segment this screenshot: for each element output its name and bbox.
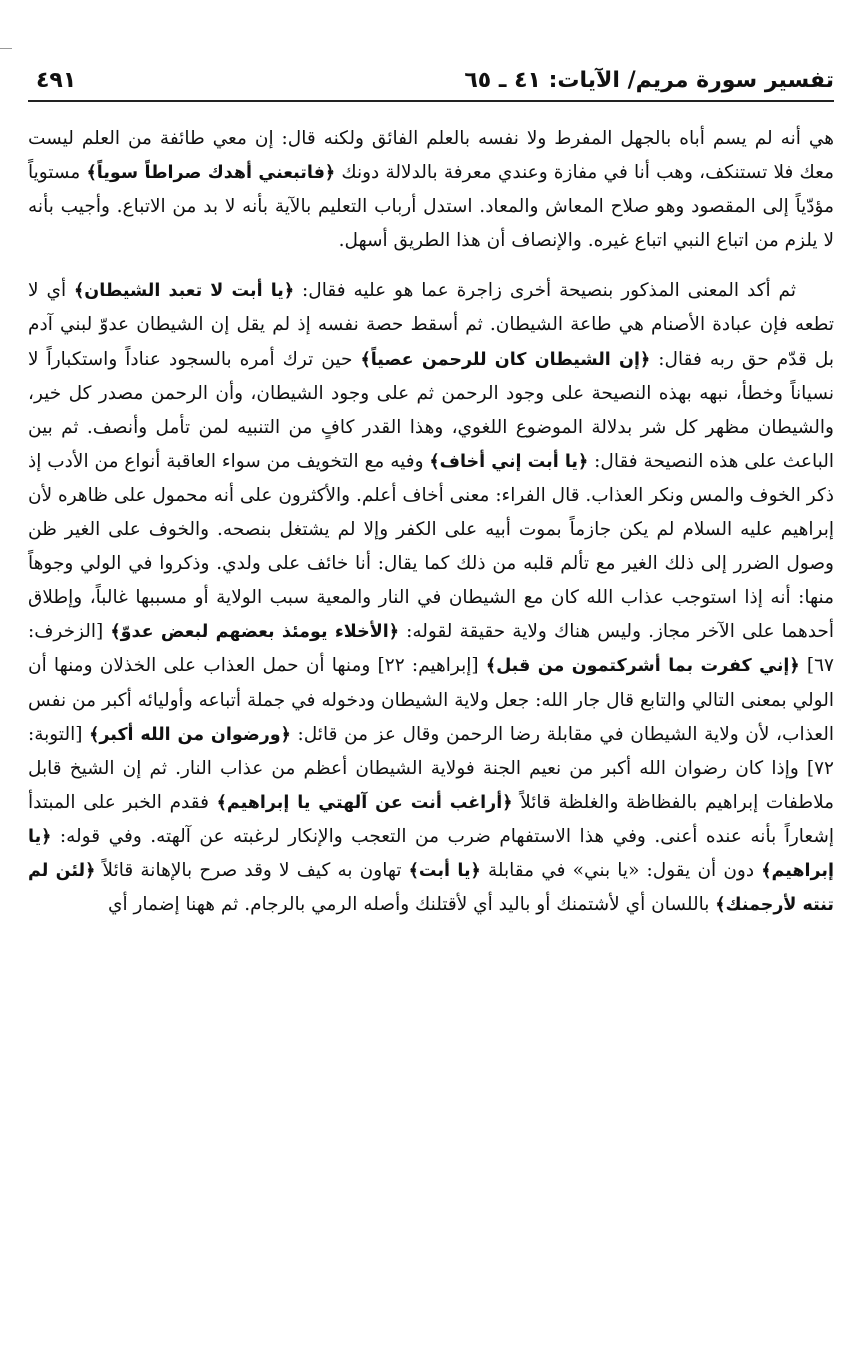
text-segment: مستوياً مؤدّياً إلى المقصود وهو صلاح المعاش والمعاد. استدل أرباب التعليم بالآية بأنه لا بد من الاتباع. وأجيب بأنه لا يلزم من اتباع النبي اتباع غيره. والإنصاف أن هذا الطريق أسهل.: [28, 162, 834, 252]
paragraph: [28, 274, 834, 922]
margin-tick: [0, 48, 12, 49]
quran-quote: ﴿لئن لم تنته لأرجمنك﴾: [28, 860, 834, 916]
quran-quote: ﴿يا أبت﴾: [408, 860, 481, 881]
page-number: ٤٩١: [36, 68, 77, 93]
quran-quote: ﴿ورضوان من الله أكبر﴾: [89, 724, 291, 745]
text-segment: تهاون به كيف لا وقد صرح بالإهانة قائلاً: [95, 859, 409, 881]
text-segment: [الزخرف: ٦٧]: [28, 621, 834, 677]
text-segment: حين ترك أمره بالسجود عناداً واستكباراً لا نسياناً وخطأ، نبهه بهذه النصيحة على وجود الرحمن ثم على وجود الشيطان، وأن الرحمن مصدر كل خير، والشيطان مظهر كل شر بدلالة الموضوع اللغوي، وهذا القدر كافٍ من التنبيه لمن تأمل وأنصف. ثم بين الباعث على هذه النصيحة فقال:: [28, 348, 835, 472]
quran-quote: ﴿يا أبت لا تعبد الشيطان﴾: [74, 281, 295, 302]
page-header: [28, 66, 834, 102]
text-segment: [إبراهيم: ٢٢] ومنها أن حمل العذاب على الخذلان ومنها أن الولي بمعنى التالي والتابع قال جار الله: جعل ولاية الشيطان ودخوله في جملة أتباعه وأوليائه أكبر من نفس العذاب، لأن ولاية الشيطان في مقابلة رضا الرحمن وقال عز من قائل:: [28, 655, 834, 745]
quran-quote: ﴿الأخلاء يومئذ بعضهم لبعض عدوّ﴾: [110, 622, 399, 643]
text-segment: ثم أكد المعنى المذكور بنصيحة أخرى زاجرة عما هو عليه فقال:: [294, 280, 796, 302]
text-segment: وفيه مع التخويف من سواء العاقبة أنواع من الأدب إذ ذكر الخوف والمس ونكر العذاب. قال الفراء: معنى أخاف أعلم. والأكثرون على أنه محمول على ظاهره لأن إبراهيم عليه السلام لم يكن جازماً بموت أبيه على الكفر وإلا لم يشتغل بنصحه. والخوف على الغير ظن وصول الضرر إلى ذلك الغير مع تألم قلبه من ذلك كما يقال: أنا خائف على ولدي. وذكروا في الولي وجوهاً منها: أنه إذا استوجب عذاب الله كان مع الشيطان في النار والمعية سبب الولاية أو مسببها غالباً، وإطلاق أحدهما على الآخر مجاز. وليس هناك ولاية حقيقة لقوله:: [27, 450, 834, 643]
text-segment: باللسان أي لأشتمنك أو باليد أي لأقتلنك وأصله الرمي بالرجام. ثم ههنا إضمار أي: [107, 894, 716, 916]
text-segment: أي لا تطعه فإن عبادة الأصنام هي طاعة الشيطان. ثم أسقط حصة نفسه إذ لم يقل إن الشيطان عدوّ لبني آدم بل قدّم حق ربه فقال:: [28, 280, 834, 370]
quran-quote: ﴿أراغب أنت عن آلهتي يا إبراهيم﴾: [216, 792, 513, 813]
text-segment: هي أنه لم يسم أباه بالجهل المفرط ولا نفسه بالعلم الفائق ولكنه قال: إن معي طائفة من العلم ليست معك فلا تستنكف، وهب أنا في مفازة وعندي معرفة بالدلالة دونك: [28, 128, 834, 184]
running-title: تفسير سورة مريم/ الآيات: ٤١ ـ ٦٥: [464, 68, 834, 93]
quran-quote: ﴿يا إبراهيم﴾: [28, 826, 834, 881]
body-text: [28, 122, 834, 922]
quran-quote: ﴿إن الشيطان كان للرحمن عصياً﴾: [360, 349, 651, 370]
quran-quote: ﴿يا أبت إني أخاف﴾: [429, 451, 589, 472]
text-segment: فقدم الخبر على المبتدأ إشعاراً بأنه عنده أعنى. وفي هذا الاستفهام ضرب من التعجب والإنكار لرغبته عن آلهته. وفي قوله:: [28, 791, 834, 847]
paragraph: [28, 122, 834, 258]
quran-quote: ﴿فاتبعني أهدك صراطاً سوياً﴾: [86, 163, 336, 184]
text-segment: [التوبة: ٧٢] وإذا كان رضوان الله أكبر من نعيم الجنة فولاية الشيطان أعظم من عذاب النار. ثم إن الشيخ قابل ملاطفات إبراهيم بالفظاظة والغلظة قائلاً: [28, 723, 835, 813]
quran-quote: ﴿إني كفرت بما أشركتمون من قبل﴾: [485, 656, 800, 677]
text-segment: دون أن يقول: «يا بني» في مقابلة: [480, 859, 762, 881]
